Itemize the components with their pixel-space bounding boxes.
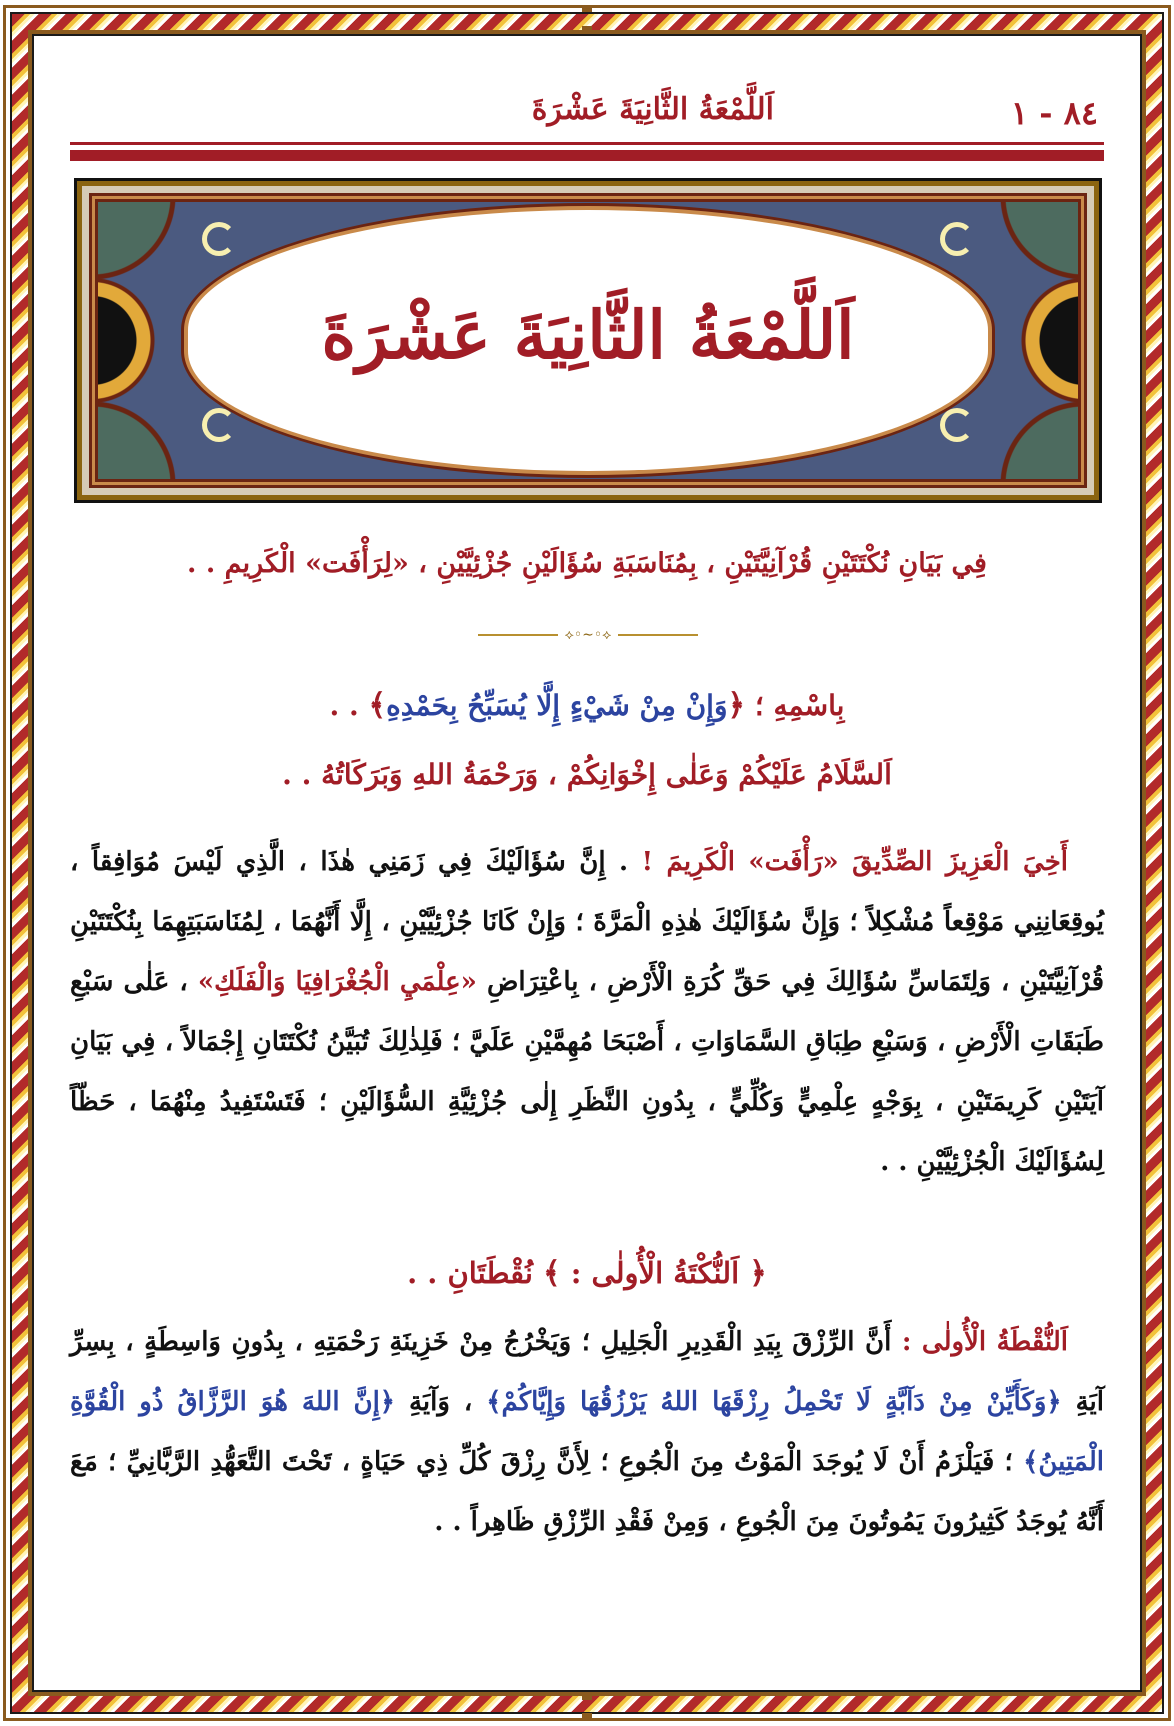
running-chapter-title: اَللَّمْعَةُ الثَّانِيَةَ عَشْرَةَ <box>531 92 774 127</box>
title-banner <box>74 178 1102 503</box>
page-number: ٨٤ - ١ <box>1010 94 1098 132</box>
highlighted-term: «عِلْمَيِ الْجُغْرَافِيَا وَالْفَلَكِ» <box>197 967 477 997</box>
basmala-line <box>70 688 1104 723</box>
paragraph-text: ؛ فَيَلْزَمُ أَنْ لَا يُوجَدَ الْمَوْتُ مِنَ الْجُوعِ ؛ لِأَنَّ رِزْقَ كُلِّ ذِي حَيَاةٍ ، تَحْتَ التَّعَهُّدِ الرَّبَّانِيِّ ؛ مَعَ أَنَّهُ يُوجَدُ كَثِيرُونَ يَمُوتُونَ مِنَ الْجُوعِ ، وَمِنْ فَقْدِ الرِّزْقِ ظَاهِراً . . <box>70 1447 1104 1537</box>
header-rule <box>70 150 1104 161</box>
swirl-ornament-icon <box>202 222 236 256</box>
paragraph-text: ، وَآيَةِ <box>395 1387 487 1417</box>
heading-open-bracket-icon: ﴿ <box>749 1256 767 1291</box>
swirl-ornament-icon <box>202 408 236 442</box>
title-cartouche <box>188 210 988 471</box>
paragraph-text: أَنَّ الرِّزْقَ بِيَدِ الْقَدِيرِ الْجَلِيلِ ؛ وَيَخْرُجُ مِنْ خَزِينَةِ رَحْمَتِهِ ، بِدُونِ وَاسِطَةٍ ، بِسِرِّ آيَةِ <box>70 1327 1105 1417</box>
point-label: اَلنُّقْطَةُ الْأُولٰى : <box>901 1327 1069 1357</box>
heading-close-bracket-icon: ﴾ <box>543 1256 561 1291</box>
divider-line-right <box>618 634 698 636</box>
ornamental-divider <box>478 628 698 642</box>
section-heading-label: اَلنُّكْتَةُ الْأُولٰى : <box>570 1256 740 1290</box>
chapter-subtitle: فِي بَيَانِ نُكْتَتَيْنِ قُرْآنِيَّتَيْنِ ، بِمُنَاسَبَةِ سُؤَالَيْنِ جُزْئِيَّيْنِ ، «لِرَأْفَت» الْكَرِيمِ . . <box>187 548 987 579</box>
basmala-prefix: بِاسْمِهِ ؛ <box>754 689 845 722</box>
frame-notch-bottom <box>582 1713 592 1719</box>
salam-greeting: اَلسَّلَامُ عَلَيْكُمْ وَعَلٰى إِخْوَانِكُمْ ، وَرَحْمَةُ اللهِ وَبَرَكَاتُهُ . . <box>282 758 892 791</box>
quran-verse: ﴿إِنَّ اللهَ هُوَ الرَّزَّاقُ ذُو الْقُوَّةِ الْمَتِينُ﴾ <box>70 1387 1104 1477</box>
section-heading <box>70 1256 1104 1291</box>
arabesque-pattern <box>89 193 1087 488</box>
paragraph-first-point <box>70 1312 1104 1552</box>
divider-flourish-icon: ⟡◦∽◦⟡ <box>564 627 612 643</box>
addressee-greeting: أَخِيَ الْعَزِيزَ الصِّدِّيقَ «رَأْفَت» الْكَرِيمَ ! <box>641 847 1068 877</box>
paragraph-intro <box>70 832 1104 1192</box>
basmala-suffix: . . <box>329 689 369 722</box>
frame-notch-top <box>582 6 592 12</box>
quran-verse: وَإِنْ مِنْ شَيْءٍ إِلَّا يُسَبِّحُ بِحَمْدِهِ <box>386 689 728 722</box>
chapter-title: اَللَّمْعَةُ الثَّانِيَةَ عَشْرَةَ <box>321 296 855 374</box>
quran-verse: ﴿وَكَأَيِّنْ مِنْ دَآبَّةٍ لَا تَحْمِلُ رِزْقَهَا اللهُ يَرْزُقُهَا وَإِيَّاكُمْ﴾ <box>486 1387 1062 1417</box>
frame-notch-bottom-inner <box>582 1694 592 1700</box>
frame-notch-top-inner <box>582 26 592 32</box>
banner-mat <box>82 186 1094 495</box>
paragraph-text: ، عَلٰى سَبْعِ طَبَقَاتِ الْأَرْضِ ، وَسَبْعِ طِبَاقِ السَّمَاوَاتِ ، أَصْبَحَا مُهِمَّيْنِ عَلَيَّ ؛ فَلِذٰلِكَ تُبَيَّنُ نُكْتَتَانِ إِجْمَالاً ، فِي بَيَانِ آيَتَيْنِ كَرِيمَتَيْنِ ، بِوَجْهٍ عِلْمِيٍّ وَكُلِّيٍّ ، بِدُونِ النَّظَرِ إِلٰى جُزْئِيَّةِ السُّؤَالَيْنِ ؛ فَتَسْتَفِيدُ مِنْهُمَا ، حَظّاً لِسُؤَالَيْكَ الْجُزْئِيَّيْنِ . . <box>70 967 1104 1177</box>
swirl-ornament-icon <box>940 222 974 256</box>
section-heading-subtitle: نُقْطَتَانِ . . <box>407 1256 533 1290</box>
verse-open-bracket-icon: ﴿ <box>727 688 746 723</box>
running-header <box>70 88 1104 138</box>
divider-line-left <box>478 634 558 636</box>
paragraph-text: . إِنَّ سُؤَالَيْكَ فِي زَمَنِي هٰذَا ، الَّذِي لَيْسَ مُوَافِقاً ، يُوقِعَانِنِي مَوْقِعاً مُشْكِلاً ؛ وَإِنَّ سُؤَالَيْكَ هٰذِهِ الْمَرَّةَ ؛ وَإِنْ كَانَا جُزْئِيَّيْنِ ، إِلَّا أَنَّهُمَا ، لِمُنَاسَبَتِهِمَا بِنُكْتَتَيْنِ قُرْآنِيَّتَيْنِ ، وَلِتَمَاسِّ سُؤَالِكَ فِي حَقِّ كُرَةِ الْأَرْضِ ، بِاعْتِرَاضِ <box>70 847 1104 997</box>
verse-close-bracket-icon: ﴾ <box>368 688 387 723</box>
swirl-ornament-icon <box>940 408 974 442</box>
